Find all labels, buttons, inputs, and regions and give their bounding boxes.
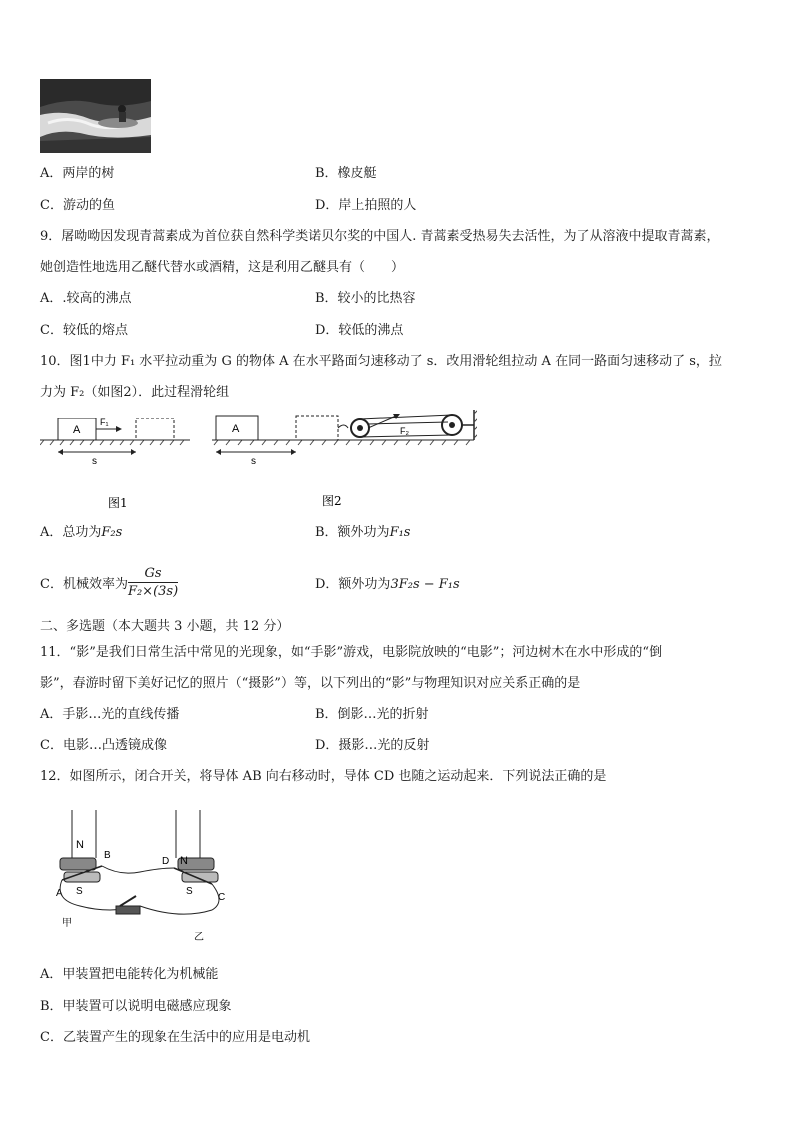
q11-option-c: C．电影…凸透镜成像 <box>40 738 167 753</box>
label-c: C <box>218 892 226 903</box>
figure-2-caption: 图2 <box>322 494 342 508</box>
q10-option-b-prefix: B．额外功为 <box>315 525 390 540</box>
q10-option-d-prefix: D．额外功为 <box>315 577 391 592</box>
q12-figure <box>50 810 240 946</box>
label-b: B <box>104 850 111 861</box>
ground-hatch <box>40 440 184 445</box>
fraction-denominator: F₂×(3s) <box>127 584 179 599</box>
q9-stem-line2: 她创造性地选用乙醚代替水或酒精，这是利用乙醚具有（ ） <box>40 260 405 275</box>
q10-option-c-prefix: C．机械效率为 <box>40 577 128 592</box>
q12-option-b: B．甲装置可以说明电磁感应现象 <box>40 999 232 1014</box>
magnet-1-n <box>60 858 96 870</box>
q11-option-d: D．摄影…光的反射 <box>315 738 430 753</box>
label-jia: 甲 <box>62 918 72 929</box>
label-d: D <box>162 856 170 867</box>
q8-option-d: D．岸上拍照的人 <box>315 198 417 213</box>
q12-stem: 12．如图所示，闭合开关，将导体 AB 向右移动时，导体 CD 也随之运动起来．下列说法正确的是 <box>40 769 607 784</box>
q12-option-a: A．甲装置把电能转化为机械能 <box>40 967 219 982</box>
label-n1: N <box>76 839 84 851</box>
label-a: A <box>56 888 63 899</box>
switch-lever <box>120 896 136 906</box>
hook <box>338 425 348 428</box>
q9-stem-line1: 9．屠呦呦因发现青蒿素成为首位获自然科学类诺贝尔奖的中国人. 青蒿素受热易失去活性，为了从溶液中提取青蒿素， <box>40 229 720 244</box>
q10-stem-line1: 10．图1中力 F₁ 水平拉动重为 G 的物体 A 在水平路面匀速移动了 s．改用滑轮组拉动 A 在同一路面匀速移动了 s，拉 <box>40 354 722 369</box>
q11-stem-line2: 影”，春游时留下美好记忆的照片（“摄影”）等，以下列出的“影”与物理知识对应关系正确的是 <box>40 676 581 691</box>
label-n2: N <box>180 855 188 867</box>
block-final-position <box>136 418 174 440</box>
q11-stem-line1: 11．“影”是我们日常生活中常见的光现象，如“手影”游戏，电影院放映的“电影”；河边树木在水中形成的“倒 <box>40 645 663 660</box>
q10-figure-2 <box>212 410 477 510</box>
q8-option-b: B．橡皮艇 <box>315 166 377 181</box>
q11-option-a: A．手影…光的直线传播 <box>40 707 180 722</box>
raft-photo <box>40 79 151 153</box>
figure-1-caption: 图1 <box>108 496 128 510</box>
q10-option-d <box>315 576 460 594</box>
q12-option-c: C．乙装置产生的现象在生活中的应用是电动机 <box>40 1030 310 1045</box>
switch-base <box>116 906 140 914</box>
q8-option-a: A．两岸的树 <box>40 166 115 181</box>
q10-stem-line2: 力为 F₂（如图2）．此过程滑轮组 <box>40 385 230 400</box>
section-2-heading: 二、多选题（本大题共 3 小题，共 12 分） <box>40 619 290 634</box>
fraction-numerator: Gs <box>128 566 178 583</box>
block-a-label: A <box>232 423 240 435</box>
force-label: F₂ <box>400 426 409 436</box>
label-s2: S <box>186 886 193 897</box>
q9-option-b: B．较小的比热容 <box>315 291 416 306</box>
rope-top <box>360 415 452 419</box>
q11-option-b: B．倒影…光的折射 <box>315 707 429 722</box>
q10-option-a-prefix: A．总功为 <box>40 525 102 540</box>
q9-option-a: A．.较高的沸点 <box>40 291 132 306</box>
q10-option-a <box>40 524 122 542</box>
q10-figure-1 <box>40 418 190 510</box>
q8-option-c: C．游动的鱼 <box>40 198 115 213</box>
q10-option-d-expr: 3F₂s − F₁s <box>390 577 460 592</box>
efficiency-fraction <box>128 566 178 599</box>
q10-option-b <box>315 524 410 542</box>
label-s1: S <box>76 886 83 897</box>
q10-option-c <box>40 566 178 599</box>
force-label: F₁ <box>100 418 109 427</box>
q9-option-c: C．较低的熔点 <box>40 323 128 338</box>
q10-option-b-expr: F₁s <box>389 525 411 540</box>
block-final-position <box>296 416 338 440</box>
distance-label: s <box>92 456 97 467</box>
block-a-label: A <box>73 424 81 436</box>
q9-option-d: D．较低的沸点 <box>315 323 404 338</box>
distance-label: s <box>251 456 256 467</box>
label-yi: 乙 <box>194 932 204 943</box>
q10-option-a-expr: F₂s <box>101 525 123 540</box>
